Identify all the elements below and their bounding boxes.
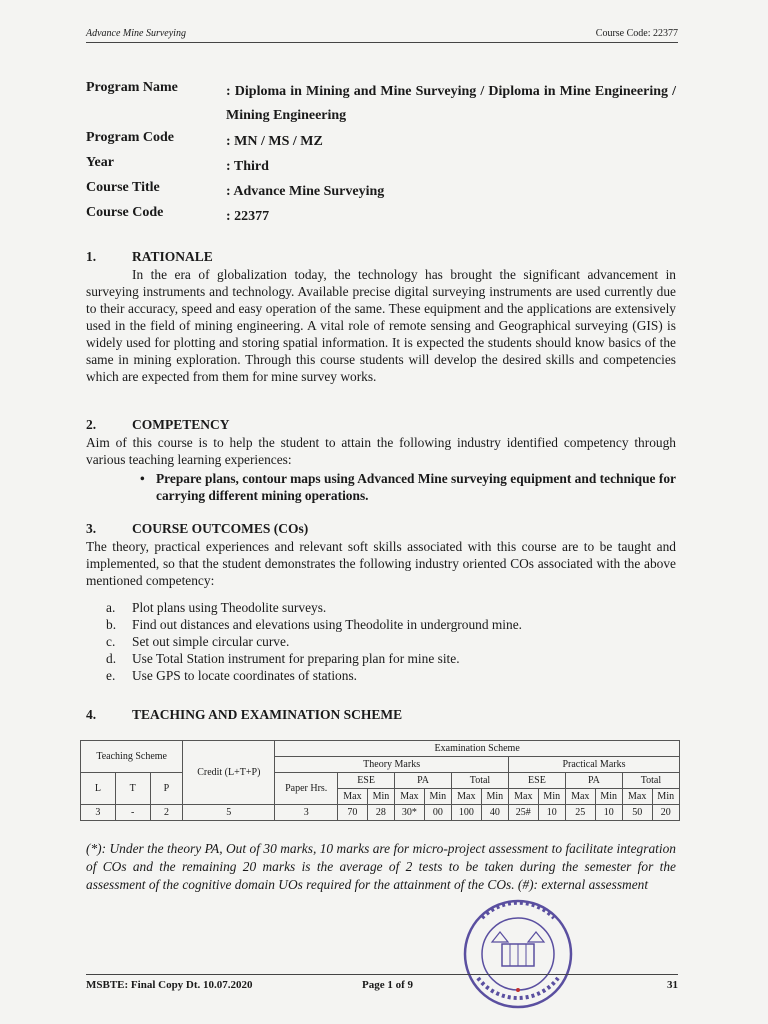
practical-ese-header: ESE — [508, 773, 565, 789]
teaching-scheme-header: Teaching Scheme — [81, 741, 183, 773]
table-cell: 70 — [338, 805, 368, 821]
footer-sheet-number: 31 — [667, 979, 678, 991]
col-T: T — [115, 773, 150, 805]
outcomes-list — [86, 599, 676, 684]
credit-header: Credit (L+T+P) — [183, 741, 275, 805]
theory-pa-header: PA — [395, 773, 452, 789]
competency-heading: 2. COMPETENCY — [86, 417, 230, 432]
program-name-value: : Diploma in Mining and Mine Surveying / Diploma in Mine Engineering / Mining Engineering — [226, 84, 676, 123]
table-cell: 50 — [622, 805, 652, 821]
section-outcomes — [86, 520, 676, 684]
max-header: Max — [622, 789, 652, 805]
course-code-label: Course Code — [86, 205, 164, 220]
scheme-heading: 4. TEACHING AND EXAMINATION SCHEME — [86, 707, 403, 722]
table-cell: 3 — [81, 805, 116, 821]
header-course-name: Advance Mine Surveying — [86, 28, 186, 39]
min-header: Min — [538, 789, 565, 805]
table-cell: 00 — [424, 805, 451, 821]
min-header: Min — [367, 789, 394, 805]
table-row — [81, 805, 680, 821]
table-cell: 28 — [367, 805, 394, 821]
footer-page-number: Page 1 of 9 — [362, 979, 414, 991]
year-value: : Third — [226, 159, 269, 174]
col-L: L — [81, 773, 116, 805]
max-header: Max — [338, 789, 368, 805]
footer-copy-date: MSBTE: Final Copy Dt. 10.07.2020 — [86, 979, 253, 991]
program-code-label: Program Code — [86, 130, 174, 145]
theory-ese-header: ESE — [338, 773, 395, 789]
table-cell: 10 — [595, 805, 622, 821]
table-cell: 30* — [395, 805, 425, 821]
list-item: e. Use GPS to locate coordinates of stations. — [106, 668, 357, 683]
table-cell: 3 — [275, 805, 338, 821]
max-header: Max — [565, 789, 595, 805]
table-cell: 100 — [452, 805, 482, 821]
course-title-label: Course Title — [86, 180, 160, 195]
paper-hrs-header: Paper Hrs. — [275, 773, 338, 805]
list-item: a. Plot plans using Theodolite surveys. — [106, 600, 327, 615]
table-cell: 20 — [652, 805, 679, 821]
program-code-value: : MN / MS / MZ — [226, 134, 323, 149]
table-cell: 40 — [481, 805, 508, 821]
col-P: P — [150, 773, 183, 805]
year-label: Year — [86, 155, 114, 170]
section-rationale — [86, 248, 676, 385]
max-header: Max — [508, 789, 538, 805]
competency-bullet: • Prepare plans, contour maps using Advanced Mine surveying equipment and technique for carrying different mining operations. — [156, 470, 676, 504]
min-header: Min — [424, 789, 451, 805]
rationale-heading: 1. RATIONALE — [86, 249, 213, 264]
scheme-note: (*): Under the theory PA, Out of 30 marks, 10 marks are for micro-project assessment to facilitate integration of COs and the remaining 20 marks is the average of 2 tests to be taken during the semester for the assessment of the cognitive domain UOs required for the attainment of the COs. (#): external assessment — [86, 841, 676, 892]
practical-marks-header: Practical Marks — [508, 757, 679, 773]
list-item: b. Find out distances and elevations using Theodolite in underground mine. — [106, 617, 523, 632]
scheme-table — [80, 740, 680, 821]
min-header: Min — [595, 789, 622, 805]
competency-body: Aim of this course is to help the student to attain the following industry identified competency through various teaching learning experiences: — [86, 435, 676, 467]
page-header — [86, 26, 678, 43]
practical-total-header: Total — [622, 773, 679, 789]
course-title-value: : Advance Mine Surveying — [226, 184, 385, 199]
table-cell: - — [115, 805, 150, 821]
list-item: c. Set out simple circular curve. — [106, 634, 290, 649]
section-scheme — [86, 706, 676, 724]
theory-marks-header: Theory Marks — [275, 757, 509, 773]
header-course-code: Course Code: 22377 — [595, 28, 678, 39]
table-cell: 2 — [150, 805, 183, 821]
practical-pa-header: PA — [565, 773, 622, 789]
program-name-label: Program Name — [86, 80, 178, 95]
table-cell: 5 — [183, 805, 275, 821]
table-cell: 25# — [508, 805, 538, 821]
course-code-value: : 22377 — [226, 209, 270, 224]
table-cell: 25 — [565, 805, 595, 821]
min-header: Min — [481, 789, 508, 805]
table-cell: 10 — [538, 805, 565, 821]
rationale-body: In the era of globalization today, the technology has brought the significant advancement in surveying instruments and technology. Available precise digital surveying instruments are used currently due to their accuracy, speed and easy operation of the same. These equipment and the applications are extensively used in the field of mining engineering. A vital role of remote sensing and Geographical surveying (GIS) is widely used for plotting and storing spatial information. It is expected the students should know basics of the same in mining exploration. Through this course students will develop the desired skills and competencies which are expected from them for mine survey works. — [86, 267, 676, 384]
theory-total-header: Total — [452, 773, 509, 789]
exam-scheme-header: Examination Scheme — [275, 741, 680, 757]
page-footer — [86, 974, 678, 993]
list-item: d. Use Total Station instrument for preparing plan for mine site. — [106, 651, 460, 666]
max-header: Max — [395, 789, 425, 805]
course-meta — [86, 80, 686, 230]
outcomes-body: The theory, practical experiences and relevant soft skills associated with this course are to be taught and implemented, so that the student demonstrates the following industry oriented COs associated with the above mentioned competency: — [86, 539, 676, 588]
min-header: Min — [652, 789, 679, 805]
section-competency — [86, 416, 676, 504]
max-header: Max — [452, 789, 482, 805]
outcomes-heading: 3. COURSE OUTCOMES (COs) — [86, 521, 309, 536]
board-seal-icon — [462, 898, 574, 1010]
